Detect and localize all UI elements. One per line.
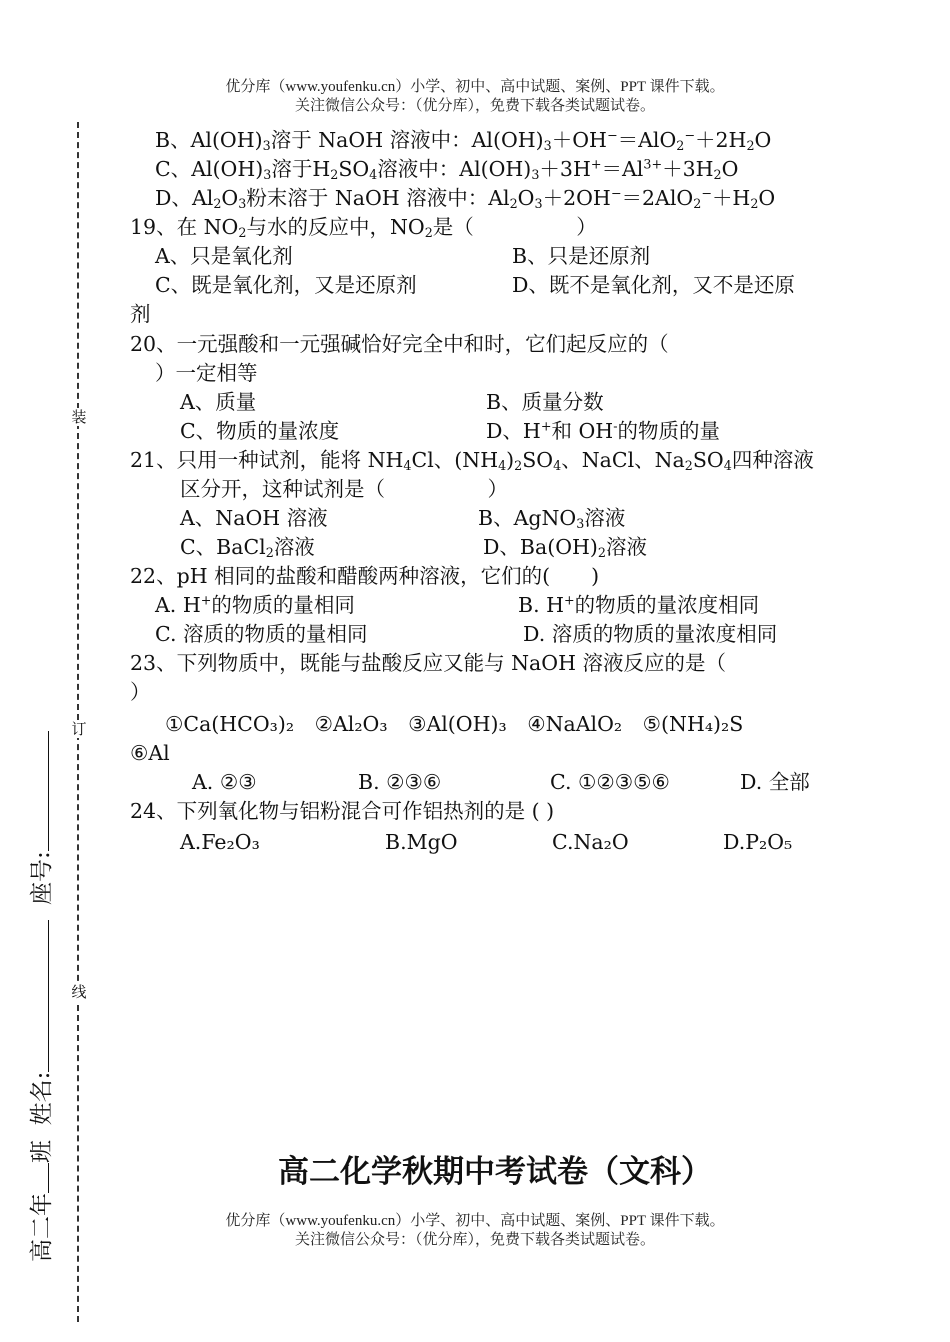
grade-label: 高二年: [29, 1193, 55, 1262]
class-label: 班: [29, 1140, 55, 1163]
q23-stem: 23、下列物质中，既能与盐酸反应又能与 NaOH 溶液反应的是（: [130, 651, 726, 675]
q21-stem: 21、只用一种试剂，能将 $NH_4Cl$、$(NH_4)_2SO_4$、NaCl、$Na_2SO_4$四种溶液: [130, 448, 814, 474]
q19-option-d-wrap: 剂: [130, 302, 151, 326]
q19-stem: 19、在 $NO_2$与水的反应中，$NO_2$是（ ）: [130, 215, 597, 241]
name-label: 姓名:: [29, 1071, 55, 1126]
q20-option-c: C、物质的量浓度: [180, 419, 340, 443]
seat-label: 座号:: [29, 851, 55, 905]
q24-option-c: C.Na₂O: [552, 830, 629, 854]
q23-option-a: A. ②③: [192, 770, 257, 794]
seat-blank: [28, 731, 49, 851]
footer-note-line1: 优分库（www.youfenku.cn）小学、初中、高中试题、案例、PPT 课件下载。: [225, 1213, 725, 1229]
q23-option-d: D. 全部: [740, 770, 810, 794]
q24-stem: 24、下列氧化物与铝粉混合可作铝热剂的是 ( ): [130, 799, 555, 823]
q23-item6: ⑥Al: [130, 741, 170, 765]
q20-option-b: B、质量分数: [486, 390, 604, 414]
q21-stem-cont: 区分开，这种试剂是（ ）: [180, 477, 508, 501]
q22-stem: 22、pH 相同的盐酸和醋酸两种溶液，它们的( ): [130, 564, 600, 588]
q20-option-a: A、质量: [180, 390, 257, 414]
q18-option-c: C、$Al(OH)_3$溶于$H_2SO_4$溶液中：$Al(OH)_3+3H^+=Al^{3+}+3H_2O$: [155, 156, 739, 183]
header-note-line2: 关注微信公众号：（优分库），免费下载各类试题试卷。: [294, 98, 655, 114]
name-blank: [28, 920, 49, 1072]
q22-option-c: C. 溶质的物质的量相同: [155, 622, 368, 646]
q20-stem: 20、一元强酸和一元强碱恰好完全中和时，它们起反应的（: [130, 332, 669, 356]
q23-option-c: C. ①②③⑤⑥: [550, 770, 670, 794]
q23-items: ①Ca(HCO₃)₂ ②Al₂O₃ ③Al(OH)₃ ④NaAlO₂ ⑤(NH₄)₂S: [165, 712, 744, 736]
q21-option-d: D、$Ba(OH)_2$溶液: [483, 535, 647, 561]
q21-option-b: B、AgNO$_3$溶液: [478, 506, 626, 532]
q18-option-d: D、$Al_2O_3$粉末溶于 NaOH 溶液中：$Al_2O_3+2OH^-=2AlO_2^-+H_2O$: [155, 185, 776, 212]
q19-option-d: D、既不是氧化剂，又不是还原: [512, 273, 795, 297]
binding-mark-xian: 线: [69, 983, 89, 1001]
q19-option-a: A、只是氧化剂: [155, 244, 293, 268]
q23-stem-cont: ）: [130, 680, 151, 704]
binding-mark-zhuang: 装: [69, 408, 89, 426]
q24-option-b: B.MgO: [385, 830, 458, 854]
q24-option-d: D.P₂O₅: [723, 830, 793, 854]
q19-option-c: C、既是氧化剂，又是还原剂: [155, 273, 417, 297]
q18-option-b: B、$Al(OH)_3$溶于 NaOH 溶液中：$Al(OH)_3+OH^-=AlO_2^-+2H_2O$: [155, 127, 772, 154]
q20-option-d: D、H+和 OH-的物质的量: [486, 418, 720, 443]
q23-option-b: B. ②③⑥: [358, 770, 442, 794]
q21-option-a: A、NaOH 溶液: [180, 506, 328, 530]
q22-option-b: B. H+的物质的量浓度相同: [518, 592, 760, 617]
q20-stem-cont: ）一定相等: [155, 361, 258, 385]
header-note-line1: 优分库（www.youfenku.cn）小学、初中、高中试题、案例、PPT 课件下载。: [225, 79, 725, 95]
q24-option-a: A.Fe₂O₃: [180, 830, 260, 854]
footer-note-line2: 关注微信公众号：（优分库），免费下载各类试题试卷。: [294, 1232, 655, 1248]
q22-option-a: A. H+的物质的量相同: [155, 592, 355, 617]
binding-mark-ding: 订: [69, 720, 89, 738]
exam-title: 高二化学秋期中考试卷（文科）: [278, 1154, 712, 1190]
q19-option-b: B、只是还原剂: [512, 244, 651, 268]
q22-option-d: D. 溶质的物质的量浓度相同: [523, 622, 778, 646]
q21-option-c: C、BaCl$_2$溶液: [180, 535, 315, 561]
